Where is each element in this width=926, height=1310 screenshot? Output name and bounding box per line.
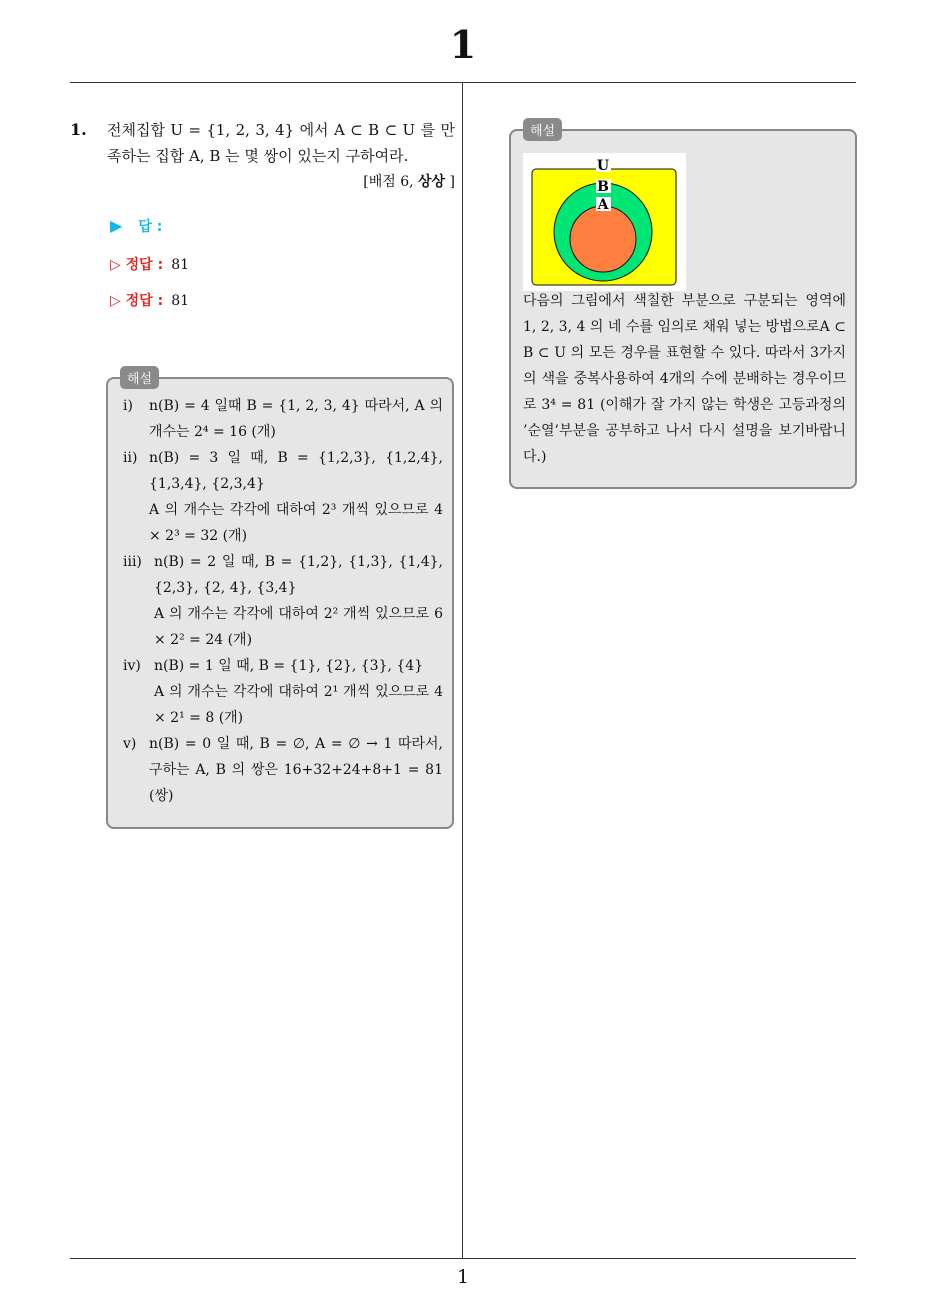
venn-label-b: B bbox=[597, 179, 609, 195]
triangle-outline-icon: ▷ bbox=[110, 257, 121, 273]
solution-explanation: 다음의 그림에서 색칠한 부분으로 구분되는 영역에 1, 2, 3, 4 의 네 수를 임의로 채워 넣는 방법으로A ⊂ B ⊂ U 의 모든 경우를 표현할 수 있다. 따라서 3가지의 색을 중복사용하여 4개의 수에 분배하는 경우이므로 3⁴ = 81 (이해가 잘 가지 않는 학생은 고등과정의 ’순열’부분을 공부하고 나서 다시 설명을 보기바랍니다.) bbox=[523, 293, 846, 465]
solution-tag: 해설 bbox=[120, 366, 159, 389]
answer-blank-label: 답 : bbox=[138, 219, 163, 235]
venn-label-u: U bbox=[596, 158, 610, 174]
question-score bbox=[363, 169, 455, 195]
page-title: 1 bbox=[449, 22, 477, 67]
step-line: A 의 개수는 각각에 대하여 2¹ 개씩 있으므로 4 × 2¹ = 8 (개) bbox=[154, 684, 443, 726]
correct-answer-2 bbox=[110, 290, 189, 310]
step-line: n(B) = 3 일 때, B = {1,2,3}, {1,2,4}, {1,3,4}, {2,3,4} bbox=[149, 450, 443, 492]
correct-label: 정답 : bbox=[125, 257, 164, 273]
column-divider bbox=[462, 83, 463, 1259]
step-line: A 의 개수는 각각에 대하여 2³ 개씩 있으므로 4 × 2³ = 32 (개) bbox=[149, 502, 443, 544]
step-label: iii) bbox=[123, 554, 142, 570]
answer-blank[interactable] bbox=[110, 216, 162, 236]
score-suffix: ] bbox=[449, 174, 455, 190]
solution-tag: 해설 bbox=[523, 118, 562, 141]
page-number: 1 bbox=[456, 1266, 470, 1288]
solution-step bbox=[123, 549, 443, 653]
step-label: i) bbox=[123, 398, 133, 414]
solution-step bbox=[123, 445, 443, 549]
score-level: 상상 bbox=[418, 174, 446, 190]
step-line: n(B) = 4 일때 B = {1, 2, 3, 4} 따라서, A 의 개수는 2⁴ = 16 (개) bbox=[149, 398, 443, 440]
score-prefix: [배점 6, bbox=[363, 174, 414, 190]
solution-box-left bbox=[106, 372, 454, 829]
solution-step bbox=[123, 653, 443, 731]
triangle-outline-icon: ▷ bbox=[110, 293, 121, 309]
bottom-divider bbox=[70, 1258, 856, 1259]
step-line: n(B) = 2 일 때, B = {1,2}, {1,3}, {1,4}, {2,3}, {2, 4}, {3,4} bbox=[154, 554, 443, 596]
solution-steps bbox=[123, 393, 443, 809]
top-divider bbox=[70, 82, 856, 83]
venn-diagram bbox=[523, 153, 686, 291]
question-number: 1. bbox=[70, 120, 87, 139]
correct-label: 정답 : bbox=[125, 293, 164, 309]
step-label: iv) bbox=[123, 658, 141, 674]
step-line: n(B) = 0 일 때, B = ∅, A = ∅ → 1 따라서, 구하는 A, B 의 쌍은 16+32+24+8+1 = 81 (쌍) bbox=[149, 736, 443, 804]
step-label: v) bbox=[123, 736, 137, 752]
correct-value: 81 bbox=[171, 293, 190, 309]
venn-set-a bbox=[570, 206, 636, 272]
solution-step bbox=[123, 731, 443, 809]
step-label: ii) bbox=[123, 450, 138, 466]
question-text: 전체집합 U = {1, 2, 3, 4} 에서 A ⊂ B ⊂ U 를 만족하는 집합 A, B 는 몇 쌍이 있는지 구하여라. bbox=[107, 121, 455, 165]
play-arrow-icon: ▶ bbox=[110, 216, 123, 235]
solution-box-right bbox=[509, 124, 857, 489]
venn-label-a: A bbox=[597, 197, 609, 213]
solution-step bbox=[123, 393, 443, 445]
step-line: A 의 개수는 각각에 대하여 2² 개씩 있으므로 6 × 2² = 24 (개) bbox=[154, 606, 443, 648]
step-line: n(B) = 1 일 때, B = {1}, {2}, {3}, {4} bbox=[154, 658, 424, 674]
correct-answer-1 bbox=[110, 254, 189, 274]
correct-value: 81 bbox=[171, 257, 190, 273]
